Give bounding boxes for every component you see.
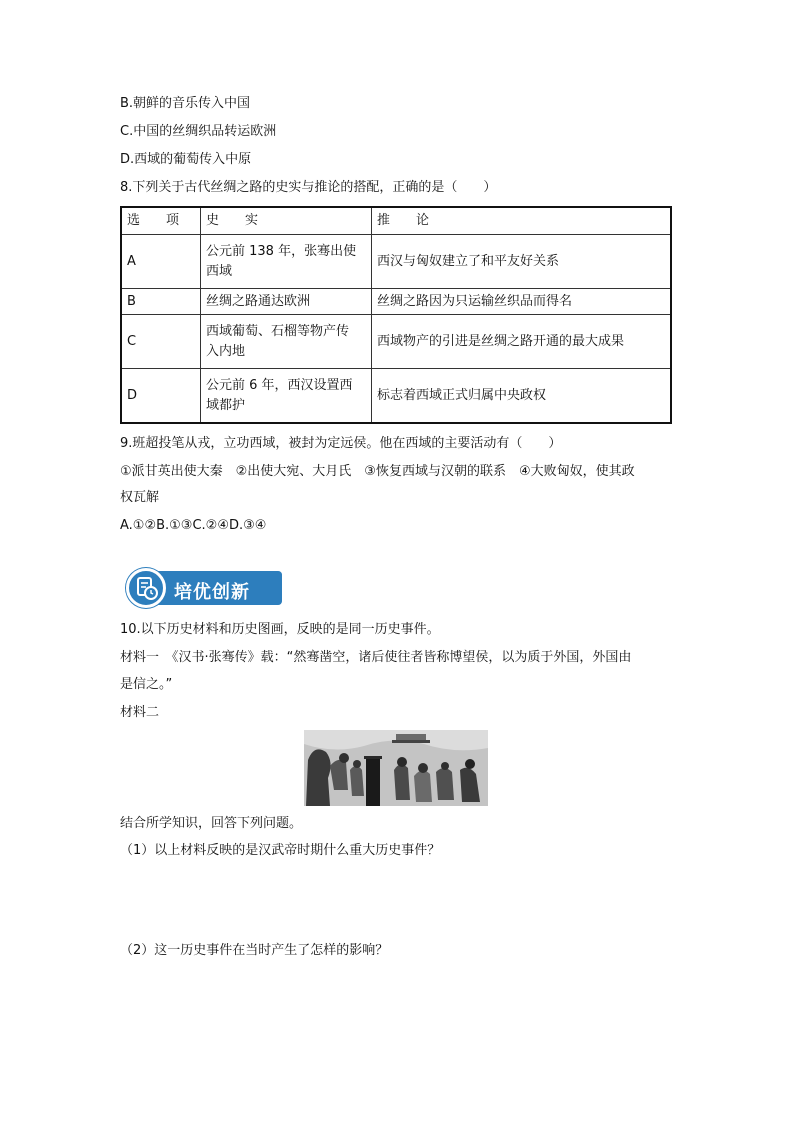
option-cell: A: [121, 235, 201, 289]
fact-line: 域都护: [206, 397, 246, 413]
material1-line1: 材料一 《汉书·张骞传》载：“然骞凿空，诸后使往者皆称博望侯，以为质于外国，外国由: [120, 650, 632, 665]
table-row: [121, 235, 671, 289]
q9-answers: A.①②B.①③C.②④D.③④: [120, 518, 267, 533]
q8-table: [120, 206, 672, 424]
fact-cell: [201, 369, 372, 424]
banner-title: 培优创新: [174, 582, 250, 603]
fact-line: 西域葡萄、石榴等物产传: [206, 323, 350, 339]
q7-option-b: B.朝鲜的音乐传入中国: [120, 96, 251, 111]
fact-cell: [201, 315, 372, 369]
table-row: [121, 369, 671, 424]
q10-sub1: （1）以上材料反映的是汉武帝时期什么重大历史事件？: [120, 843, 441, 858]
q8-stem: 8.下列关于古代丝绸之路的史实与推论的搭配，正确的是（ ）: [120, 180, 497, 195]
q7-option-c: C.中国的丝绸织品转运欧洲: [120, 124, 277, 139]
table-header-row: [121, 207, 671, 235]
fact-line: 入内地: [206, 343, 246, 359]
header-fact: 史 实: [201, 207, 372, 235]
table-row: [121, 315, 671, 369]
mural-painting-image: [304, 730, 488, 806]
inference-cell: 西汉与匈奴建立了和平友好关系: [372, 235, 672, 289]
option-cell: D: [121, 369, 201, 424]
q9-items: ①派甘英出使大秦 ②出使大宛、大月氏 ③恢复西域与汉朝的联系 ④大败匈奴，使其政: [120, 464, 635, 479]
material2-label: 材料二: [120, 705, 160, 720]
inference-cell: 丝绸之路因为只运输丝织品而得名: [372, 289, 672, 315]
q10-stem: 10.以下历史材料和历史图画，反映的是同一历史事件。: [120, 622, 440, 637]
q7-option-d: D.西域的葡萄传入中原: [120, 152, 252, 167]
fact-line: 公元前 6 年，西汉设置西: [206, 377, 353, 393]
option-cell: B: [121, 289, 201, 315]
q10-instruction: 结合所学知识，回答下列问题。: [120, 816, 303, 831]
fact-cell: [201, 235, 372, 289]
header-option: 选 项: [121, 207, 201, 235]
q9-stem: 9.班超投笔从戎，立功西域，被封为定远侯。他在西域的主要活动有（ ）: [120, 436, 562, 451]
document-clock-icon: [129, 571, 163, 605]
inference-cell: 标志着西域正式归属中央政权: [372, 369, 672, 424]
section-banner: [126, 568, 282, 608]
banner-circle: [126, 568, 166, 608]
q9-items-cont: 权瓦解: [120, 490, 160, 505]
table-row: [121, 289, 671, 315]
fact-line: 公元前 138 年，张骞出使: [206, 243, 357, 259]
inference-cell: 西域物产的引进是丝绸之路开通的最大成果: [372, 315, 672, 369]
fact-cell: 丝绸之路通达欧洲: [201, 289, 372, 315]
q10-sub2: （2）这一历史事件在当时产生了怎样的影响？: [120, 943, 389, 958]
fact-line: 西域: [206, 263, 233, 279]
option-cell: C: [121, 315, 201, 369]
material1-line2: 是信之。”: [120, 677, 173, 692]
header-inference: 推 论: [372, 207, 672, 235]
